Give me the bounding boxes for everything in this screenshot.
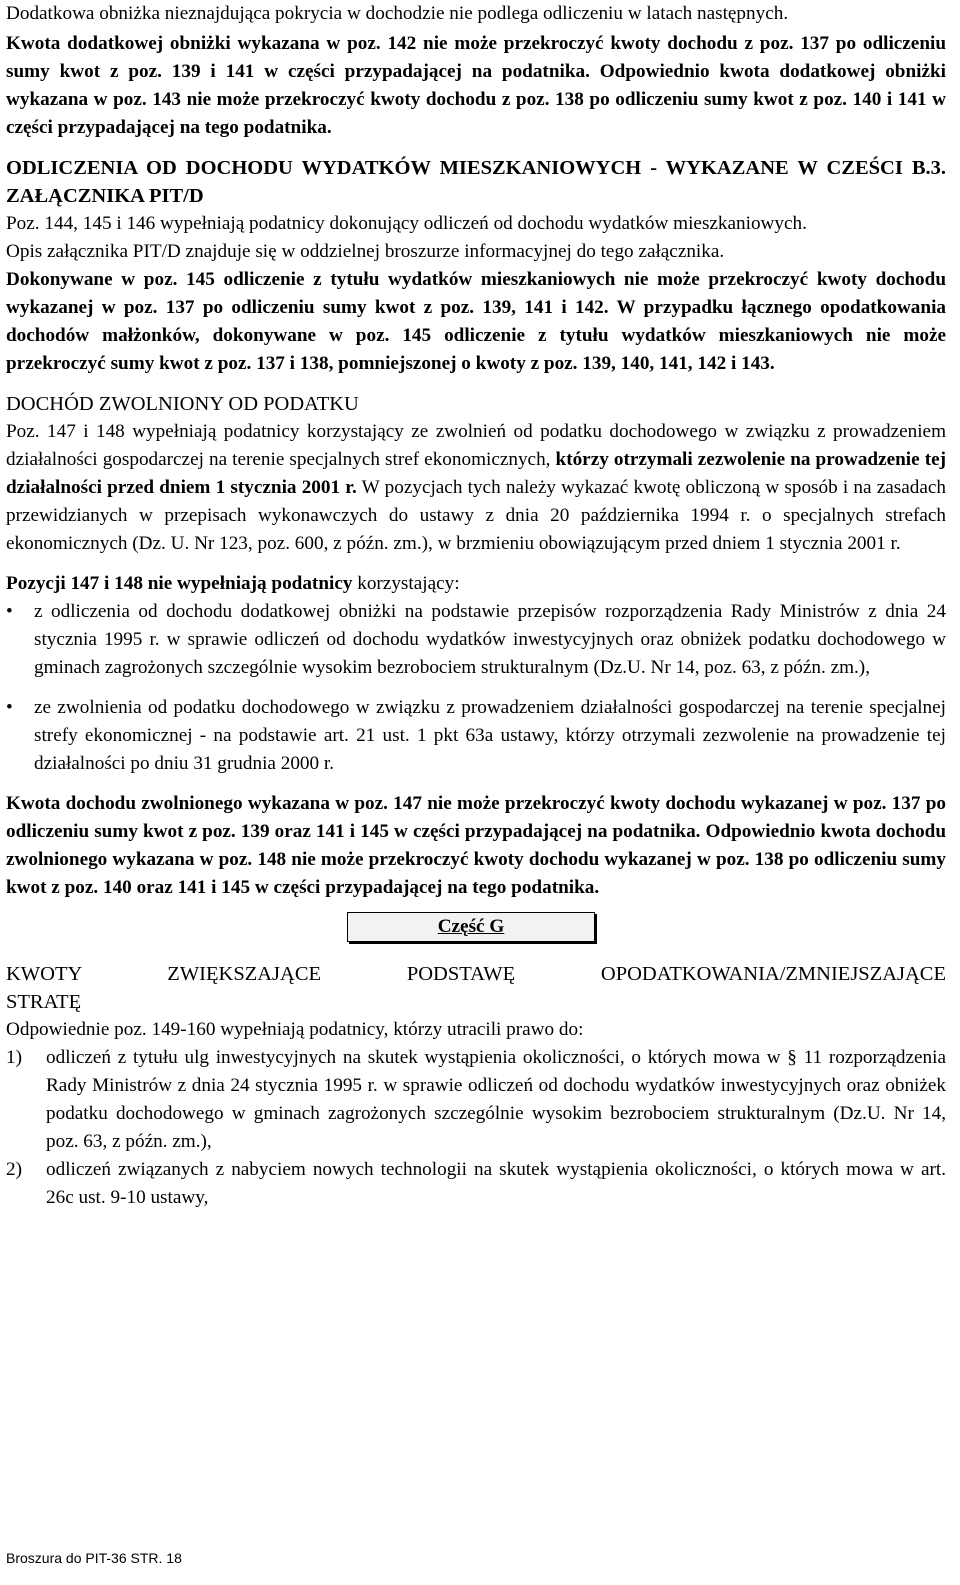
list-item-text: ze zwolnienia od podatku dochodowego w związku z prowadzeniem działalności gospodarczej na terenie specjalnej strefy ekonomicznej - na podstawie art. 21 ust. 1 pkt 63a ustawy, którzy otrzymali zezwolenie na prowadzenie tej działalności po dniu 31 grudnia 2000 r.: [34, 697, 946, 774]
list-item-number: 1): [6, 1047, 22, 1068]
page-footer: Broszura do PIT-36 STR. 18: [6, 1550, 182, 1566]
heading-dochod-zwolniony-text: DOCHÓD ZWOLNIONY OD PODATKU: [6, 393, 359, 415]
bullet-list: [6, 598, 946, 778]
paragraph-odliczenie-limit: Dokonywane w poz. 145 odliczenie z tytułu wydatków mieszkaniowych nie może przekroczyć kwoty dochodu wykazanej w poz. 137 po odliczeniu sumy kwot z poz. 139, 141 i 142. W przypadku łącznego opodatkowania dochodów małżonków, dokonywane w poz. 145 odliczenie z tytułu wydatków mieszkaniowych nie może przekroczyć sumy kwot z poz. 137 i 138, pomniejszonej o kwoty z poz. 139, 140, 141, 142 i 143.: [6, 269, 946, 374]
heading-odliczenia-mieszkaniowe: ODLICZENIA OD DOCHODU WYDATKÓW MIESZKANIOWYCH - WYKAZANE W CZEŚCI B.3. ZAŁĄCZNIKA PIT/D: [6, 157, 946, 207]
paragraph-pozycji-rest: korzystający:: [352, 573, 460, 594]
paragraph-poz-147-148-bold: którzy otrzymali zezwolenie na prowadzenie tej działalności przed dniem 1 stycznia 2001 r.: [6, 449, 946, 498]
list-item: [6, 694, 946, 778]
list-item-text: odliczeń związanych z nabyciem nowych technologii na skutek wystąpienia okoliczności, o których mowa w art. 26c ust. 9-10 ustawy,: [46, 1159, 946, 1208]
list-item: [6, 598, 946, 682]
bullet-glyph: •: [6, 697, 13, 718]
section-label-czesc-g: Część G: [347, 912, 595, 942]
document-page: [6, 0, 946, 1212]
paragraph-poz-144-146: Poz. 144, 145 i 146 wypełniają podatnicy dokonujący odliczeń od dochodu wydatków mieszkaniowych.: [6, 213, 807, 234]
section-label-wrap: [6, 912, 946, 948]
paragraph-kwota-dochodu-zwolnionego: Kwota dochodu zwolnionego wykazana w poz. 147 nie może przekroczyć kwoty dochodu wykazanej w poz. 137 po odliczeniu sumy kwot z poz. 139 oraz 141 i 145 w części przypadającej na podatnika. Odpowiednio kwota dochodu zwolnionego wykazana w poz. 148 nie może przekroczyć kwoty dochodu wykazanej w poz. 138 po odliczeniu sumy kwot z poz. 140 oraz 141 i 145 w części przypadającej na tego podatnika.: [6, 793, 946, 898]
paragraph-poz-147-148: [6, 418, 946, 558]
list-item: [6, 1044, 946, 1156]
paragraph-poz-149-160: Odpowiednie poz. 149-160 wypełniają podatnicy, którzy utracili prawo do:: [6, 1019, 584, 1040]
paragraph-poz-147-148-part1: Poz. 147 i 148 wypełniają podatnicy korzystający ze zwolnień od podatku dochodowego w związku z prowadzeniem działalności gospodarczej na terenie specjalnych stref ekonomicznych,: [6, 421, 946, 470]
paragraph-dodatkowa-obnizka: Dodatkowa obniżka nieznajdująca pokrycia w dochodzie nie podlega odliczeniu w latach następnych.: [6, 3, 789, 24]
paragraph-opis-pit-d: Opis załącznika PIT/D znajduje się w oddzielnej broszurze informacyjnej do tego załącznika.: [6, 241, 725, 262]
list-item-text: odliczeń z tytułu ulg inwestycyjnych na skutek wystąpienia okoliczności, o których mowa w § 11 rozporządzenia Rady Ministrów z dnia 24 stycznia 1995 r. w sprawie odliczeń od dochodu wydatków inwestycyjnych oraz obniżek podatku dochodowego w gminach zagrożonych szczególnie wysokim bezrobociem strukturalnym (Dz.U. Nr 14, poz. 63, z późn. zm.),: [46, 1047, 946, 1152]
paragraph-pozycji-nie-wypelniaja: [6, 570, 946, 598]
list-item-number: 2): [6, 1159, 22, 1180]
heading-dochod-zwolniony: [6, 390, 946, 418]
paragraph-pozycji-bold: Pozycji 147 i 148 nie wypełniają podatnicy: [6, 573, 353, 594]
bullet-glyph: •: [6, 601, 13, 622]
list-item-text: z odliczenia od dochodu dodatkowej obniżki na podstawie przepisów rozporządzenia Rady Ministrów z dnia 24 stycznia 1995 r. w sprawie odliczeń od dochodu wydatków inwestycyjnych oraz obniżek podatku dochodowego w gminach zagrożonych szczególnie wysokim bezrobociem strukturalnym (Dz.U. Nr 14, poz. 63, z późn. zm.),: [34, 601, 946, 678]
heading-kwoty-zwiekszajace-text: KWOTY ZWIĘKSZAJĄCE PODSTAWĘ OPODATKOWANIA/ZMNIEJSZAJĄCE STRATĘ: [6, 963, 946, 1013]
list-item: [6, 1156, 946, 1212]
paragraph-poz-147-148-part2: W pozycjach tych należy wykazać kwotę obliczoną w sposób i na zasadach przewidzianych w przepisach wykonawczych do ustawy z dnia 20 października 1994 r. o specjalnych strefach ekonomicznych (Dz. U. Nr 123, poz. 600, z późn. zm.), w brzmieniu obowiązującym przed dniem 1 stycznia 2001 r.: [6, 477, 946, 554]
heading-kwoty-zwiekszajace: [6, 960, 946, 1016]
numbered-list: [6, 1044, 946, 1212]
paragraph-kwota-dodatkowej-obnizki: Kwota dodatkowej obniżki wykazana w poz. 142 nie może przekroczyć kwoty dochodu z poz. 137 po odliczeniu sumy kwot z poz. 139 i 141 w części przypadającej na podatnika. Odpowiednio kwota dodatkowej obniżki wykazana w poz. 143 nie może przekroczyć kwoty dochodu z poz. 138 po odliczeniu sumy kwot z poz. 140 i 141 w części przypadającej na tego podatnika.: [6, 33, 946, 138]
